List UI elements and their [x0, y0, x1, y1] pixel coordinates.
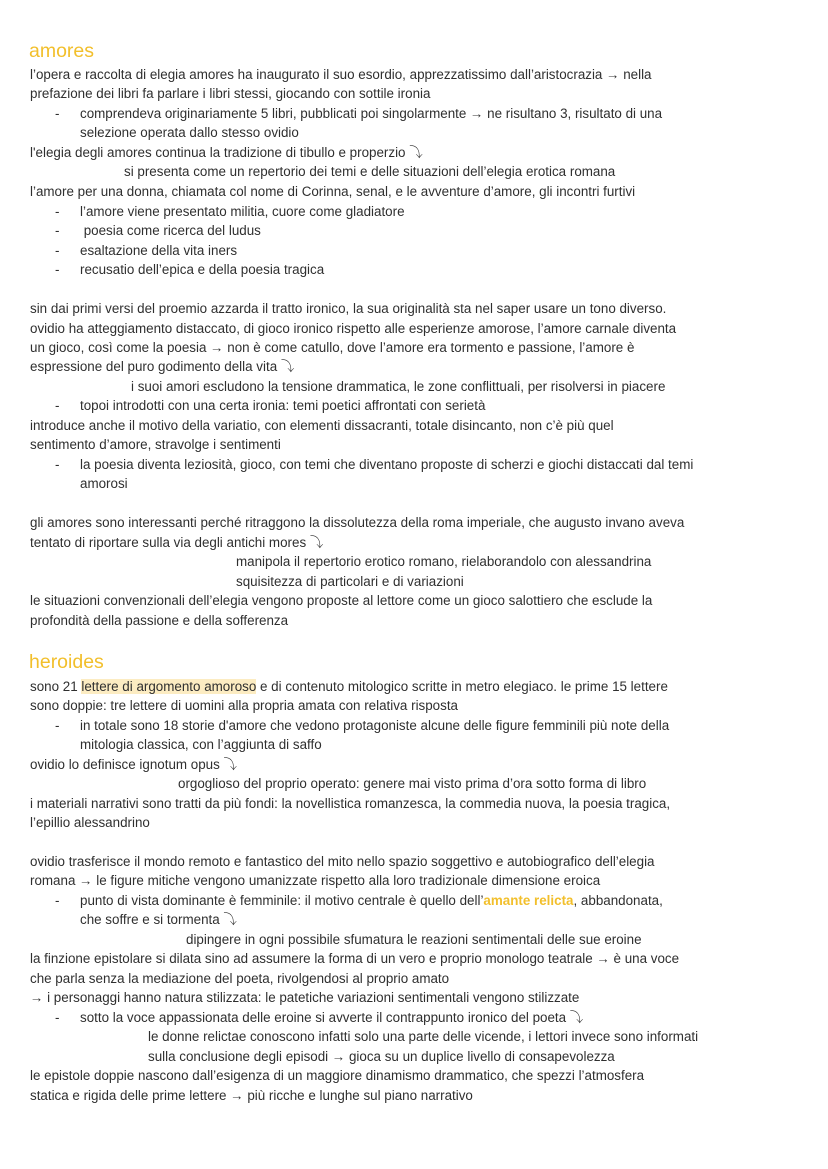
- text-segment: punto di vista dominante è femminile: il motivo centrale è quello dell’: [80, 893, 484, 908]
- text-line: un gioco, così come la poesia → non è come catullo, dove l’amore era tormento e passione, l’amore è: [30, 340, 635, 355]
- text-line: squisitezza di particolari e di variazioni: [236, 574, 464, 589]
- bullet-text: la poesia diventa leziosità, gioco, con temi che diventano proposte di scherzi e giochi distaccati dal temi: [80, 457, 694, 472]
- text-line: l’epillio alessandrino: [30, 815, 150, 830]
- bullet-text: esaltazione della vita iners: [80, 243, 238, 258]
- text-line: sulla conclusione degli episodi → gioca su un duplice livello di consapevolezza: [148, 1049, 615, 1064]
- bullet-text: recusatio dell’epica e della poesia tragica: [80, 262, 325, 277]
- text-line: prefazione dei libri fa parlare i libri stessi, giocando con sottile ironia: [30, 86, 431, 101]
- text-line: le epistole doppie nascono dall’esigenza di un maggiore dinamismo drammatico, che spezzi l’atmosfera: [30, 1068, 645, 1083]
- bullet-dash: -: [55, 223, 60, 238]
- bullet-text: amorosi: [80, 476, 128, 491]
- text-line: manipola il repertorio erotico romano, rielaborandolo con alessandrina: [236, 554, 652, 569]
- bullet-text: in totale sono 18 storie d'amore che vedono protagoniste alcune delle figure femminili più note della: [80, 718, 670, 733]
- text-line: sentimento d’amore, stravolge i sentimenti: [30, 437, 281, 452]
- bullet-dash: -: [55, 398, 60, 413]
- text-line: si presenta come un repertorio dei temi e delle situazioni dell’elegia erotica romana: [124, 164, 616, 179]
- bullet-text: mitologia classica, con l’aggiunta di saffo: [80, 737, 322, 752]
- text-line: introduce anche il motivo della variatio, con elementi dissacranti, totale disincanto, non c’è più quel: [30, 418, 614, 433]
- text-line: gli amores sono interessanti perché ritraggono la dissolutezza della roma imperiale, che augusto invano aveva: [30, 515, 685, 530]
- text-line: statica e rigida delle prime lettere → più ricche e lunghe sul piano narrativo: [30, 1088, 473, 1103]
- text-line: ovidio ha atteggiamento distaccato, di gioco ironico rispetto alle esperienze amorose, l’amore carnale diventa: [30, 321, 677, 336]
- text-line: l’opera e raccolta di elegia amores ha inaugurato il suo esordio, apprezzatissimo dall’aristocrazia → nella: [30, 67, 652, 82]
- text-line: espressione del puro godimento della vita ⤵: [30, 359, 295, 374]
- highlighted-text: lettere di argomento amoroso: [81, 679, 257, 694]
- text-segment: , abbandonata,: [573, 893, 663, 908]
- text-line: che parla senza la mediazione del poeta, rivolgendosi al proprio amato: [30, 971, 450, 986]
- bullet-dash: -: [55, 243, 60, 258]
- text-line: tentato di riportare sulla via degli antichi mores ⤵: [30, 535, 324, 550]
- text-line: la finzione epistolare si dilata sino ad assumere la forma di un vero e proprio monologo teatrale → è una voce: [30, 951, 680, 966]
- text-segment: e di contenuto mitologico scritte in metro elegiaco. le prime 15 lettere: [256, 679, 668, 694]
- text-line: orgoglioso del proprio operato: genere mai visto prima d’ora sotto forma di libro: [178, 776, 647, 791]
- text-line: dipingere in ogni possibile sfumatura le reazioni sentimentali delle sue eroine: [186, 932, 642, 947]
- text-line: romana → le figure mitiche vengono umanizzate rispetto alla loro tradizionale dimensione eroica: [30, 873, 601, 888]
- text-line: ovidio lo definisce ignotum opus ⤵: [30, 757, 237, 772]
- text-line: i materiali narrativi sono tratti da più fondi: la novellistica romanzesca, la commedia nuova, la poesia tragica,: [30, 796, 671, 811]
- text-line: l'elegia degli amores continua la tradizione di tibullo e properzio ⤵: [30, 145, 423, 160]
- bullet-text: [80, 892, 663, 909]
- bullet-dash: -: [55, 204, 60, 219]
- bullet-dash: -: [55, 262, 60, 277]
- text-line: i suoi amori escludono la tensione drammatica, le zone conflittuali, per risolversi in piacere: [131, 379, 666, 394]
- bullet-dash: -: [55, 718, 60, 733]
- bullet-text: sotto la voce appassionata delle eroine si avverte il contrappunto ironico del poeta ⤵: [80, 1010, 584, 1025]
- text-line: le donne relictae conoscono infatti solo una parte delle vicende, i lettori invece sono informati: [148, 1029, 699, 1044]
- heading-amores: amores: [29, 40, 95, 62]
- text-line: sono doppie: tre lettere di uomini alla propria amata con relativa risposta: [30, 698, 458, 713]
- text-line: sin dai primi versi del proemio azzarda il tratto ironico, la sua originalità sta nel saper usare un tono diverso.: [30, 301, 667, 316]
- text-line: ovidio trasferisce il mondo remoto e fantastico del mito nello spazio soggettivo e autobiografico dell’elegia: [30, 854, 655, 869]
- text-segment: sono 21: [30, 679, 82, 694]
- bullet-dash: -: [55, 457, 60, 472]
- text-line: l’amore per una donna, chiamata col nome di Corinna, senal, e le avventure d’amore, gli incontri furtivi: [30, 184, 636, 199]
- bullet-text: l’amore viene presentato militia, cuore come gladiatore: [80, 204, 405, 219]
- bullet-text: topoi introdotti con una certa ironia: temi poetici affrontati con serietà: [80, 398, 486, 413]
- bullet-dash: -: [55, 106, 60, 121]
- text-line: [30, 678, 668, 695]
- bullet-text: che soffre e si tormenta ⤵: [80, 912, 237, 927]
- bullet-text: selezione operata dallo stesso ovidio: [80, 125, 299, 140]
- bullet-dash: -: [55, 1010, 60, 1025]
- text-line: le situazioni convenzionali dell’elegia vengono proposte al lettore come un gioco salottiero che esclude la: [30, 593, 653, 608]
- heading-heroides: heroides: [29, 651, 104, 673]
- text-line: profondità della passione e della sofferenza: [30, 613, 289, 628]
- emphasized-text: amante relicta: [483, 893, 574, 908]
- bullet-text: poesia come ricerca del ludus: [80, 223, 261, 238]
- text-line: → i personaggi hanno natura stilizzata: le patetiche variazioni sentimentali vengono stilizzate: [30, 990, 580, 1005]
- bullet-dash: -: [55, 893, 60, 908]
- bullet-text: comprendeva originariamente 5 libri, pubblicati poi singolarmente → ne risultano 3, risultato di una: [80, 106, 663, 121]
